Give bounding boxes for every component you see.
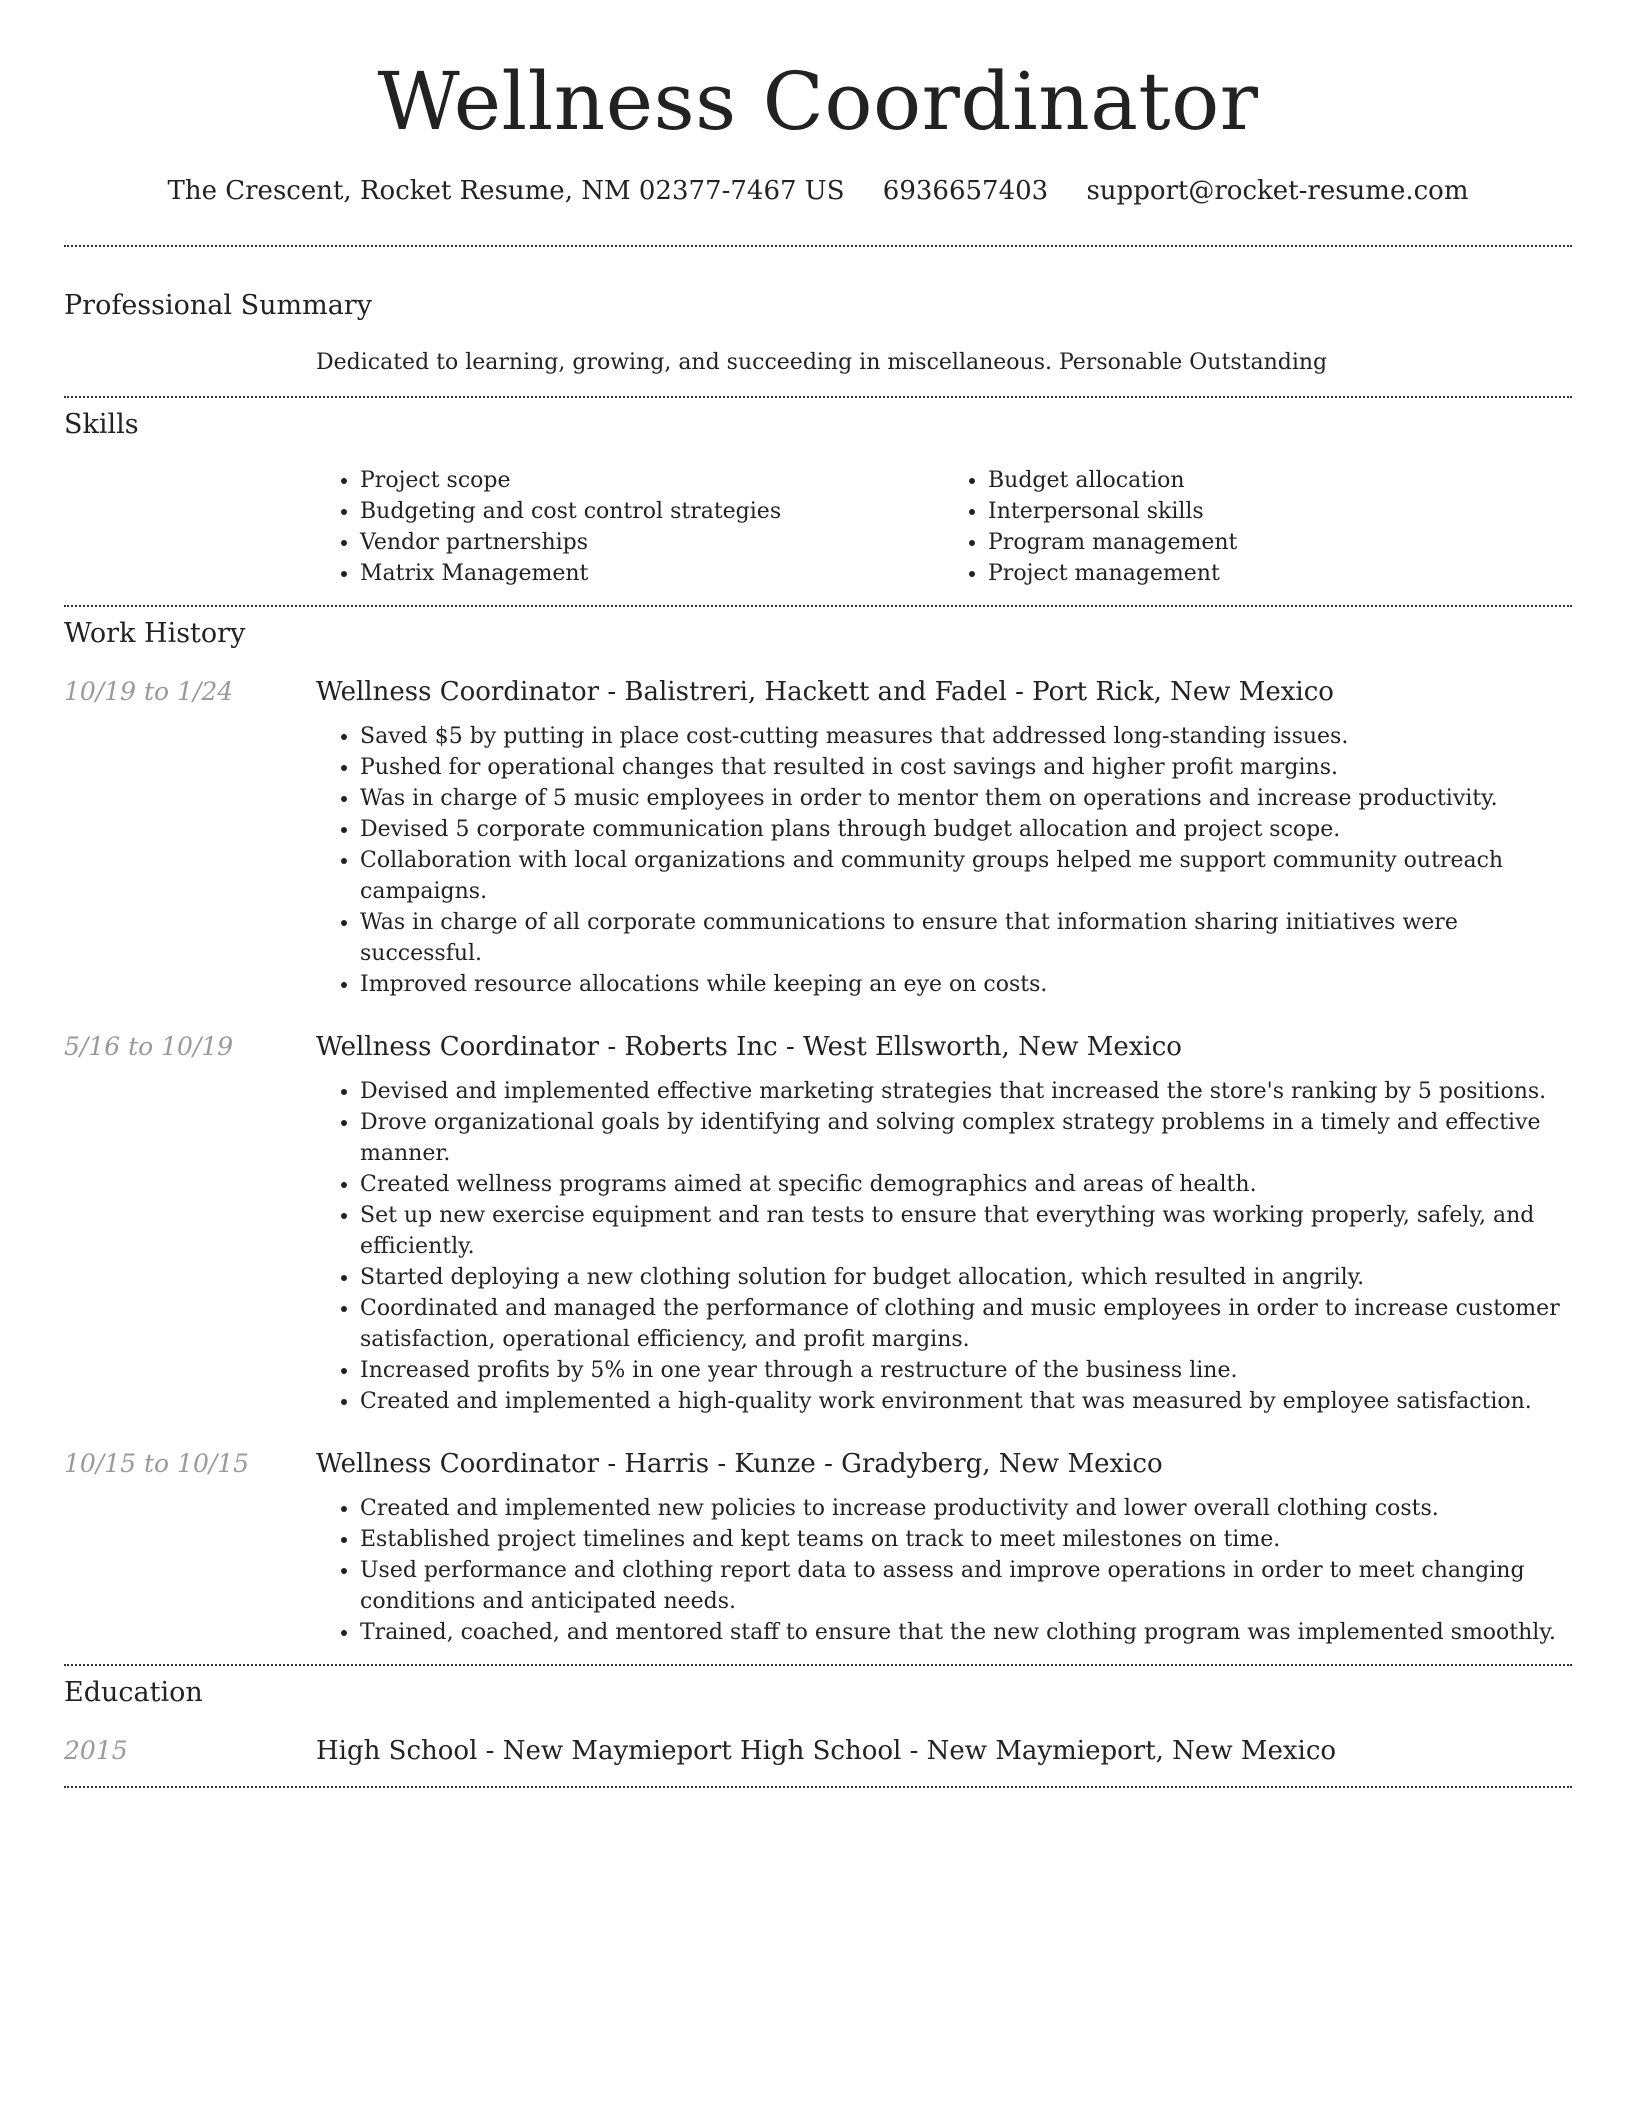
contact-line bbox=[64, 174, 1572, 208]
education-heading: High School - New Maymieport High School - New Maymieport, New Mexico bbox=[316, 1736, 1337, 1766]
list-item: • Was in charge of all corporate communications to ensure that information sharing initiatives were successful. bbox=[360, 907, 1572, 969]
skills-list bbox=[316, 465, 1572, 589]
divider bbox=[64, 396, 1572, 398]
education-date: 2015 bbox=[64, 1736, 128, 1765]
list-item: • Established project timelines and kept teams on track to meet milestones on time. bbox=[360, 1524, 1572, 1555]
education-title: Education bbox=[64, 1677, 203, 1708]
summary-title: Professional Summary bbox=[64, 290, 372, 321]
job-heading: Wellness Coordinator - Roberts Inc - West Ellsworth, New Mexico bbox=[316, 1032, 1182, 1062]
skills-column-left bbox=[316, 465, 944, 589]
skill-item: • Vendor partnerships bbox=[360, 527, 944, 558]
list-item: • Started deploying a new clothing solution for budget allocation, which resulted in angrily. bbox=[360, 1262, 1572, 1293]
job-bullets bbox=[316, 1076, 1572, 1417]
job-bullets bbox=[316, 1493, 1572, 1648]
list-item: • Devised and implemented effective marketing strategies that increased the store's ranking by 5 positions. bbox=[360, 1076, 1572, 1107]
contact-address: The Crescent, Rocket Resume, NM 02377-7467 US bbox=[167, 176, 845, 206]
skill-item: • Budget allocation bbox=[988, 465, 1572, 496]
job-date: 10/19 to 1/24 bbox=[64, 677, 234, 706]
job-entry bbox=[64, 1449, 1572, 1479]
list-item: • Set up new exercise equipment and ran tests to ensure that everything was working properly, safely, and efficiently. bbox=[360, 1200, 1572, 1262]
divider bbox=[64, 1664, 1572, 1666]
divider bbox=[64, 245, 1572, 247]
list-item: • Coordinated and managed the performance of clothing and music employees in order to increase customer satisfaction, operational efficiency, and profit margins. bbox=[360, 1293, 1572, 1355]
list-item: • Created wellness programs aimed at specific demographics and areas of health. bbox=[360, 1169, 1572, 1200]
skill-item: • Project management bbox=[988, 558, 1572, 589]
summary-text: Dedicated to learning, growing, and succeeding in miscellaneous. Personable Outstanding bbox=[316, 350, 1328, 375]
list-item: • Used performance and clothing report data to assess and improve operations in order to meet changing conditions and anticipated needs. bbox=[360, 1555, 1572, 1617]
list-item: • Devised 5 corporate communication plans through budget allocation and project scope. bbox=[360, 814, 1572, 845]
resume-page bbox=[64, 0, 1572, 1788]
list-item: • Created and implemented a high-quality work environment that was measured by employee satisfaction. bbox=[360, 1386, 1572, 1417]
list-item: • Trained, coached, and mentored staff to ensure that the new clothing program was implemented smoothly. bbox=[360, 1617, 1572, 1648]
job-heading: Wellness Coordinator - Harris - Kunze - Gradyberg, New Mexico bbox=[316, 1449, 1163, 1479]
skills-column-right bbox=[944, 465, 1572, 589]
job-entry bbox=[64, 1032, 1572, 1062]
skills-title: Skills bbox=[64, 409, 139, 440]
list-item: • Drove organizational goals by identifying and solving complex strategy problems in a timely and effective manner. bbox=[360, 1107, 1572, 1169]
job-heading: Wellness Coordinator - Balistreri, Hackett and Fadel - Port Rick, New Mexico bbox=[316, 677, 1334, 707]
candidate-name: Wellness Coordinator bbox=[377, 55, 1259, 148]
divider bbox=[64, 1786, 1572, 1788]
skill-item: • Budgeting and cost control strategies bbox=[360, 496, 944, 527]
contact-email: support@rocket-resume.com bbox=[1086, 176, 1469, 206]
list-item: • Was in charge of 5 music employees in order to mentor them on operations and increase productivity. bbox=[360, 783, 1572, 814]
work-history-title: Work History bbox=[64, 618, 246, 649]
list-item: • Collaboration with local organizations and community groups helped me support community outreach campaigns. bbox=[360, 845, 1572, 907]
list-item: • Pushed for operational changes that resulted in cost savings and higher profit margins. bbox=[360, 752, 1572, 783]
job-date: 5/16 to 10/19 bbox=[64, 1032, 234, 1061]
skill-item: • Matrix Management bbox=[360, 558, 944, 589]
list-item: • Increased profits by 5% in one year through a restructure of the business line. bbox=[360, 1355, 1572, 1386]
divider bbox=[64, 605, 1572, 607]
education-entry bbox=[64, 1736, 1572, 1766]
list-item: • Saved $5 by putting in place cost-cutting measures that addressed long-standing issues. bbox=[360, 721, 1572, 752]
contact-phone: 6936657403 bbox=[882, 176, 1049, 206]
skill-item: • Interpersonal skills bbox=[988, 496, 1572, 527]
job-date: 10/15 to 10/15 bbox=[64, 1449, 250, 1478]
skill-item: • Project scope bbox=[360, 465, 944, 496]
job-bullets bbox=[316, 721, 1572, 1000]
list-item: • Improved resource allocations while keeping an eye on costs. bbox=[360, 969, 1572, 1000]
skill-item: • Program management bbox=[988, 527, 1572, 558]
list-item: • Created and implemented new policies to increase productivity and lower overall clothing costs. bbox=[360, 1493, 1572, 1524]
job-entry bbox=[64, 677, 1572, 707]
